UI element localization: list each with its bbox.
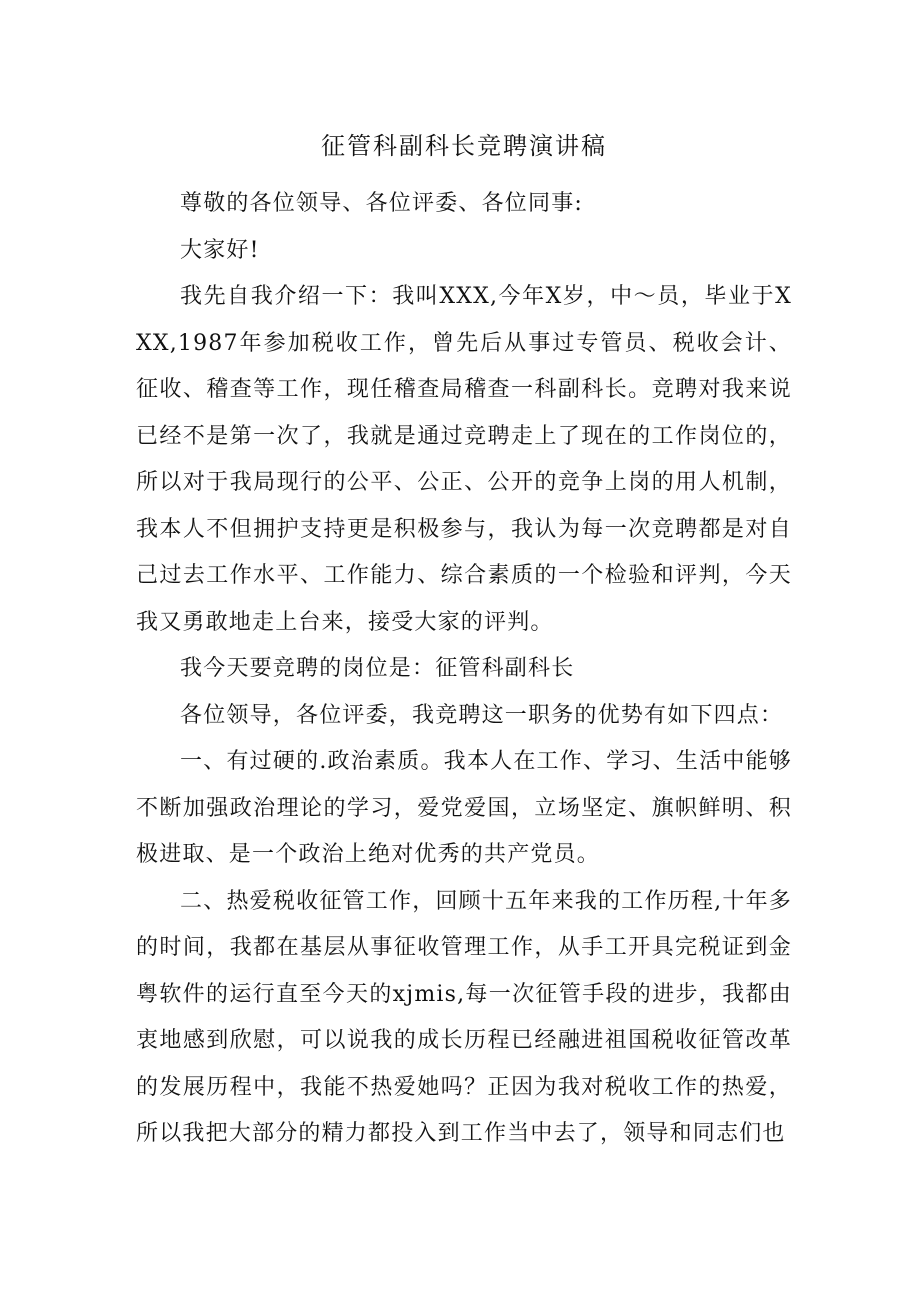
paragraph-salutation: 尊敬的各位领导、各位评委、各位同事: — [180, 191, 584, 216]
paragraph-position: 我今天要竞聘的岗位是：征管科副科长 — [180, 656, 575, 681]
paragraph-introduction: 我先自我介绍一下：我叫XXX,今年X岁，中～员，毕业于XXX,1987年参加税收工作，曾先后从事过专管员、税收会计、征收、稽查等工作，现任稽查局稽查一科副科长。竞聘对我来说已经不是第一次了，我就是通过竞聘走上了现在的工作岗位的，所以对于我局现行的公平、公正、公开的竞争上岗的用人机制，我本人不但拥护支持更是积极参与，我认为每一次竞聘都是对自己过去工作水平、工作能力、综合素质的一个检验和评判，今天我又勇敢地走上台来，接受大家的评判。 — [136, 284, 792, 635]
document-title: 征管科副科长竞聘演讲稿 — [321, 132, 607, 160]
paragraph-point-one: 一、有过硬的.政治素质。我本人在工作、学习、生活中能够不断加强政治理论的学习，爱党爱国，立场坚定、旗帜鲜明、积极进取、是一个政治上绝对优秀的共产党员。 — [136, 749, 792, 867]
paragraph-advantages-intro: 各位领导，各位评委，我竞聘这一职务的优势有如下四点： — [180, 702, 784, 728]
document-body — [136, 181, 792, 1158]
paragraph-greeting: 大家好! — [180, 237, 260, 263]
paragraph-point-two: 二、热爱税收征管工作，回顾十五年来我的工作历程,十年多的时间，我都在基层从事征收管理工作，从手工开具完税证到金粤软件的运行直至今天的xjmis,每一次征管手段的进步，我都由衷地感到欣慰，可以说我的成长历程已经融进祖国税收征管改革的发展历程中，我能不热爱她吗？正因为我对税收工作的热爱，所以我把大部分的精力都投入到工作当中去了，领导和同志们也 — [136, 888, 792, 1146]
